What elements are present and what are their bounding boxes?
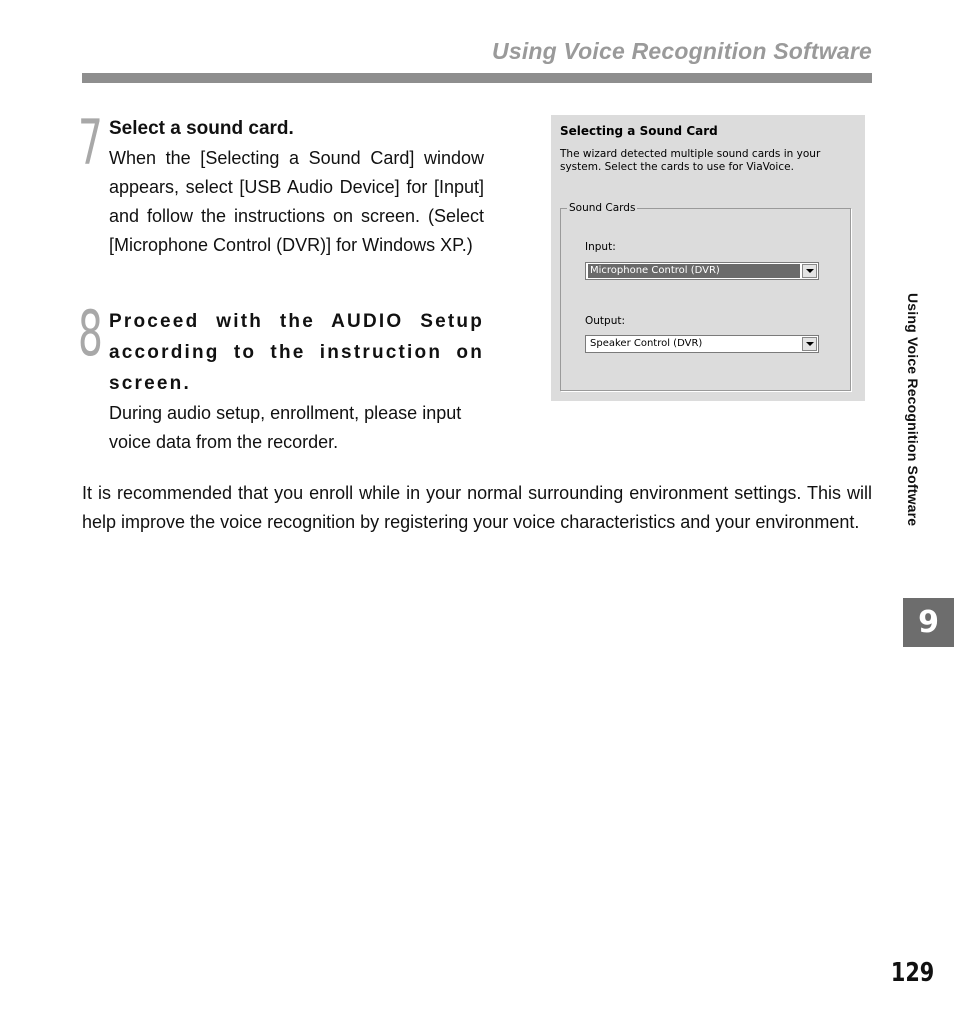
running-header: Using Voice Recognition Software: [492, 38, 872, 64]
input-dropdown-button[interactable]: [802, 264, 817, 278]
step-7-heading: Select a sound card.: [109, 118, 294, 139]
sound-card-dialog: [551, 115, 865, 401]
step-7-body: When the [Selecting a Sound Card] window appears, select [USB Audio Device] for [Input] and follow the instructions on screen. (Select [Microphone Control (DVR)] for Windows XP.): [109, 148, 484, 255]
output-label: Output:: [585, 315, 626, 327]
page-number: 129: [890, 958, 934, 988]
header-rule: [82, 73, 872, 83]
side-section-label: Using Voice Recognition Software: [905, 293, 921, 527]
chevron-down-icon: [806, 342, 814, 346]
dialog-description: The wizard detected multiple sound cards in your system. Select the cards to use for ViaVoice.: [560, 148, 821, 173]
step-8-number: 8: [78, 297, 103, 370]
step-8-body: During audio setup, enrollment, please input voice data from the recorder.: [109, 403, 462, 452]
step-8-heading: Proceed with the AUDIO Setup according to the instruction on screen.: [109, 311, 484, 394]
output-select-value: Speaker Control (DVR): [590, 338, 703, 349]
input-select[interactable]: [585, 262, 819, 280]
recommendation-paragraph: It is recommended that you enroll while in your normal surrounding environment settings. This will help improve the voice recognition by registering your voice characteristics and your environment.: [82, 483, 872, 532]
dialog-title: Selecting a Sound Card: [560, 124, 718, 138]
sound-cards-group: [560, 202, 851, 391]
input-label: Input:: [585, 241, 616, 253]
output-dropdown-button[interactable]: [802, 337, 817, 351]
input-select-value: Microphone Control (DVR): [588, 264, 800, 278]
group-label: Sound Cards: [569, 202, 636, 214]
output-select[interactable]: [585, 335, 819, 353]
step-7-number: 7: [78, 106, 103, 179]
chapter-tab: 9: [903, 598, 954, 647]
chevron-down-icon: [806, 269, 814, 273]
